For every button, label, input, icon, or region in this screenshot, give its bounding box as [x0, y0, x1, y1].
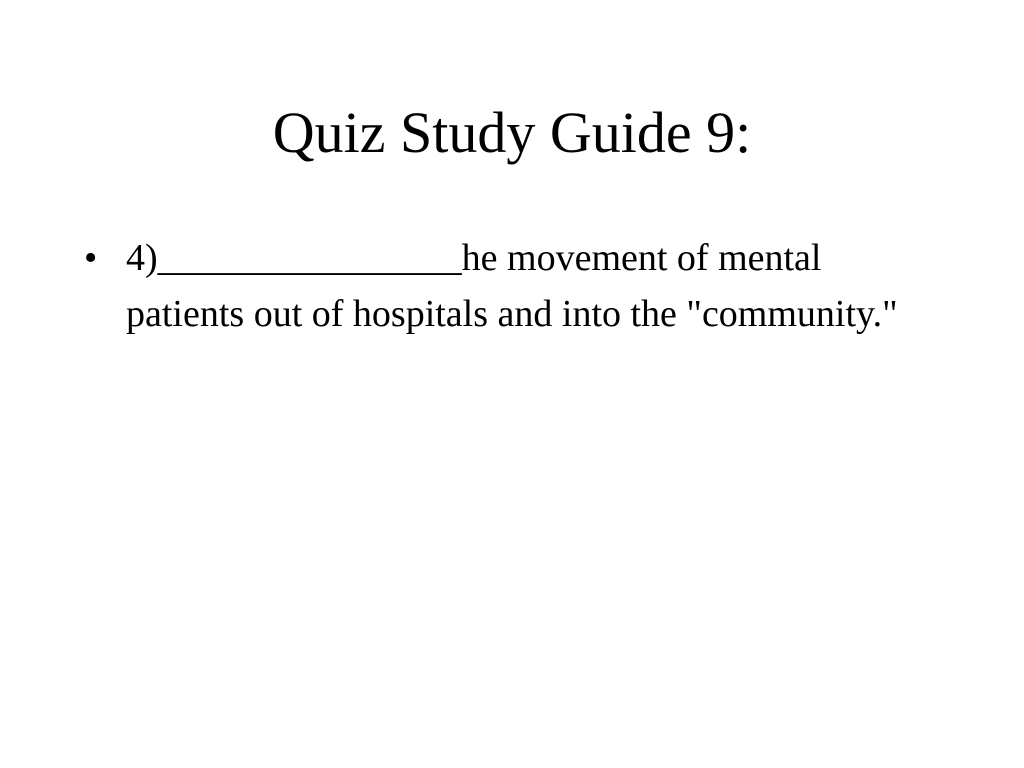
slide-title: Quiz Study Guide 9: — [272, 100, 752, 165]
bullet-marker: • — [84, 237, 98, 279]
bullet-item — [84, 230, 944, 342]
bullet-list — [84, 230, 944, 342]
bullet-text: 4)________________he movement of mental patients out of hospitals and into the "community." — [126, 237, 898, 335]
